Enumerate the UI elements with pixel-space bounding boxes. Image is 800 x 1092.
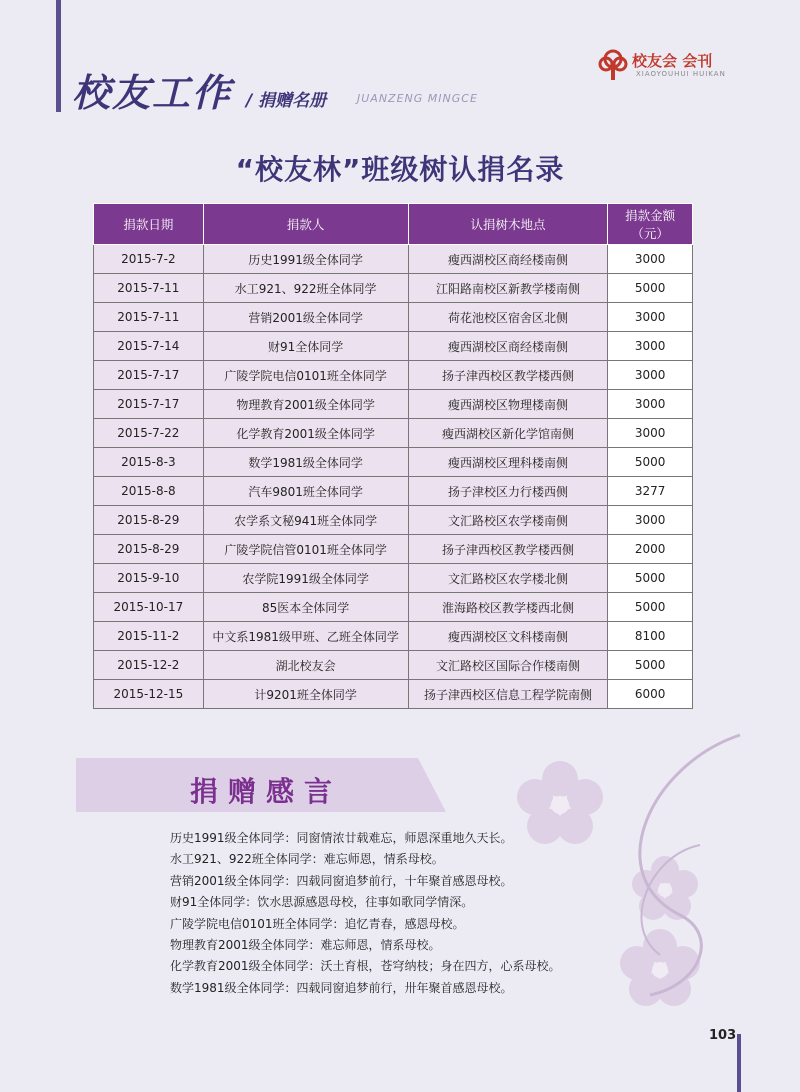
table-row [94, 535, 693, 564]
location-cell: 文汇路校区农学楼北侧 [408, 564, 608, 593]
journal-logo [596, 48, 736, 82]
remark-line: 财91全体同学：饮水思源感恩母校，往事如歌同学情深。 [170, 895, 474, 910]
donor-cell: 水工921、922班全体同学 [203, 274, 408, 303]
alumni-tree-logo-icon [596, 48, 630, 82]
column-header-amount: 捐款金额 （元） [608, 204, 693, 245]
remark-line: 水工921、922班全体同学：难忘师恩，情系母校。 [170, 852, 444, 867]
location-cell: 扬子津西校区教学楼西侧 [408, 361, 608, 390]
date-cell: 2015-8-29 [94, 506, 204, 535]
date-cell: 2015-7-14 [94, 332, 204, 361]
amount-cell: 5000 [608, 564, 693, 593]
amount-cell: 5000 [608, 651, 693, 680]
amount-cell: 5000 [608, 448, 693, 477]
date-cell: 2015-9-10 [94, 564, 204, 593]
amount-cell: 3000 [608, 390, 693, 419]
table-title: “校友林”班级树认捐名录 [235, 153, 565, 186]
donor-cell: 财91全体同学 [203, 332, 408, 361]
page-number: 103 [709, 1028, 737, 1043]
date-cell: 2015-7-2 [94, 245, 204, 274]
journal-logo-pinyin: XIAOYOUHUI HUIKAN [636, 70, 726, 78]
location-cell: 扬子津西校区信息工程学院南侧 [408, 680, 608, 709]
table-row [94, 506, 693, 535]
date-cell: 2015-7-17 [94, 361, 204, 390]
section-header-title: 校友工作 [72, 71, 233, 115]
remark-line: 营销2001级全体同学：四载同窗追梦前行，十年聚首感恩母校。 [170, 873, 513, 888]
column-header-location: 认捐树木地点 [408, 204, 608, 245]
table-row [94, 332, 693, 361]
table-row [94, 622, 693, 651]
remark-line: 物理教育2001级全体同学：难忘师恩，情系母校。 [170, 938, 441, 953]
amount-cell: 5000 [608, 274, 693, 303]
donor-cell: 农学系文秘941班全体同学 [203, 506, 408, 535]
location-cell: 文汇路校区国际合作楼南侧 [408, 651, 608, 680]
location-cell: 江阳路南校区新教学楼南侧 [408, 274, 608, 303]
donation-remarks [170, 828, 730, 999]
table-row [94, 361, 693, 390]
donor-cell: 物理教育2001级全体同学 [203, 390, 408, 419]
table-row [94, 593, 693, 622]
footer-accent-bar [737, 1034, 741, 1092]
donor-cell: 广陵学院电信0101班全体同学 [203, 361, 408, 390]
date-cell: 2015-7-17 [94, 390, 204, 419]
location-cell: 荷花池校区宿舍区北侧 [408, 303, 608, 332]
journal-logo-text: 校友会 会刊 [632, 52, 713, 70]
location-cell: 瘦西湖校区理科楼南侧 [408, 448, 608, 477]
donations-table [93, 203, 693, 709]
amount-cell: 6000 [608, 680, 693, 709]
date-cell: 2015-8-8 [94, 477, 204, 506]
column-header-donor: 捐款人 [203, 204, 408, 245]
location-cell: 文汇路校区农学楼南侧 [408, 506, 608, 535]
donor-cell: 农学院1991级全体同学 [203, 564, 408, 593]
location-cell: 扬子津校区力行楼西侧 [408, 477, 608, 506]
amount-cell: 3000 [608, 332, 693, 361]
date-cell: 2015-8-29 [94, 535, 204, 564]
table-row [94, 477, 693, 506]
column-header-date: 捐款日期 [94, 204, 204, 245]
donor-cell: 计9201班全体同学 [203, 680, 408, 709]
donor-cell: 化学教育2001级全体同学 [203, 419, 408, 448]
date-cell: 2015-10-17 [94, 593, 204, 622]
date-cell: 2015-8-3 [94, 448, 204, 477]
table-row [94, 651, 693, 680]
location-cell: 瘦西湖校区文科楼南侧 [408, 622, 608, 651]
date-cell: 2015-12-15 [94, 680, 204, 709]
table-row [94, 448, 693, 477]
table-row [94, 245, 693, 274]
remark-line: 数学1981级全体同学：四载同窗追梦前行，卅年聚首感恩母校。 [170, 980, 513, 995]
section-title: 捐赠感言 [190, 775, 343, 808]
table-row [94, 680, 693, 709]
amount-cell: 8100 [608, 622, 693, 651]
donor-cell: 营销2001级全体同学 [203, 303, 408, 332]
donor-cell: 汽车9801班全体同学 [203, 477, 408, 506]
table-header-row [94, 204, 693, 245]
amount-cell: 3000 [608, 506, 693, 535]
location-cell: 瘦西湖校区商经楼南侧 [408, 245, 608, 274]
section-header-pinyin: JUANZENG MINGCE [357, 92, 478, 105]
date-cell: 2015-12-2 [94, 651, 204, 680]
remark-line: 化学教育2001级全体同学：沃土育根，苍穹纳枝；身在四方，心系母校。 [170, 959, 561, 974]
amount-cell: 2000 [608, 535, 693, 564]
donor-cell: 数学1981级全体同学 [203, 448, 408, 477]
donor-cell: 湖北校友会 [203, 651, 408, 680]
donor-cell: 历史1991级全体同学 [203, 245, 408, 274]
table-row [94, 274, 693, 303]
location-cell: 淮海路校区教学楼西北侧 [408, 593, 608, 622]
donor-cell: 85医本全体同学 [203, 593, 408, 622]
table-row [94, 303, 693, 332]
amount-cell: 3000 [608, 361, 693, 390]
location-cell: 瘦西湖校区新化学馆南侧 [408, 419, 608, 448]
table-row [94, 564, 693, 593]
table-row [94, 419, 693, 448]
header-accent-bar [56, 0, 61, 112]
section-header-subtitle: / 捐赠名册 [246, 91, 327, 111]
location-cell: 瘦西湖校区物理楼南侧 [408, 390, 608, 419]
amount-cell: 3000 [608, 245, 693, 274]
donor-cell: 广陵学院信管0101班全体同学 [203, 535, 408, 564]
amount-cell: 5000 [608, 593, 693, 622]
location-cell: 扬子津西校区教学楼西侧 [408, 535, 608, 564]
donor-cell: 中文系1981级甲班、乙班全体同学 [203, 622, 408, 651]
remark-line: 历史1991级全体同学：同窗情浓廿载难忘，师恩深重地久天长。 [170, 831, 513, 845]
amount-cell: 3000 [608, 419, 693, 448]
amount-cell: 3000 [608, 303, 693, 332]
table-row [94, 390, 693, 419]
remark-line: 广陵学院电信0101班全体同学：追忆青春，感恩母校。 [170, 916, 465, 931]
location-cell: 瘦西湖校区商经楼南侧 [408, 332, 608, 361]
date-cell: 2015-7-22 [94, 419, 204, 448]
amount-cell: 3277 [608, 477, 693, 506]
date-cell: 2015-7-11 [94, 303, 204, 332]
date-cell: 2015-7-11 [94, 274, 204, 303]
date-cell: 2015-11-2 [94, 622, 204, 651]
